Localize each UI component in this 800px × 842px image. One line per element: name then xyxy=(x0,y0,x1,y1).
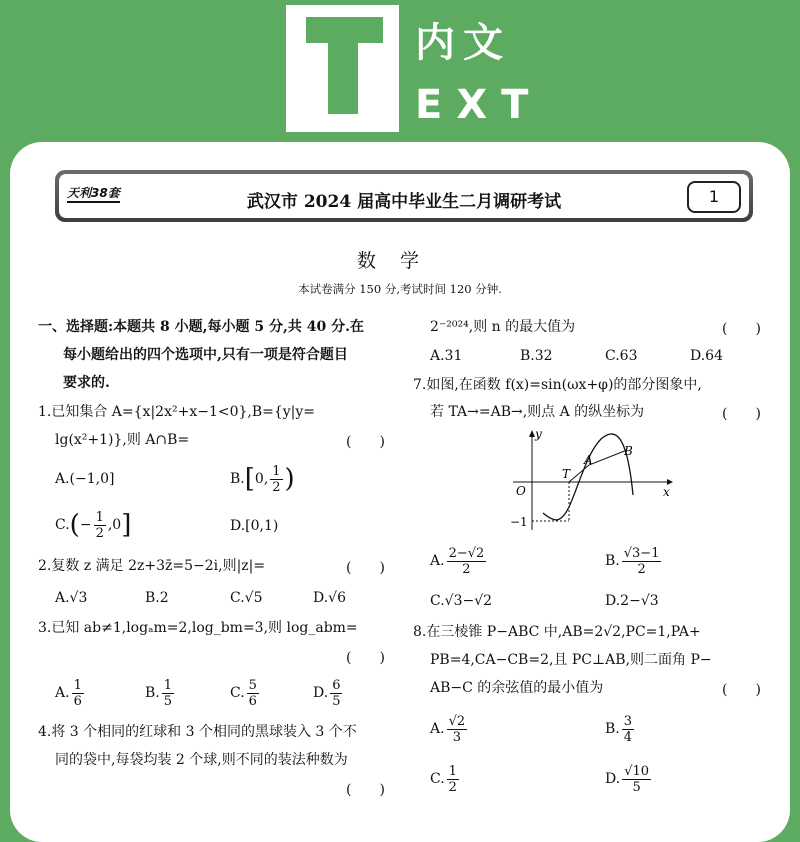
q7-stem-line2: 若 TA→=AB→,则点 A 的纵坐标为 xyxy=(430,404,645,420)
q3-option-a: A. $\frac{1}{6}$ xyxy=(55,677,82,709)
q8-stem-line1: 8.在三棱锥 P−ABC 中,AB=2√2,PC=1,PA+ xyxy=(413,624,701,640)
q7-option-d: D.2−√3 xyxy=(605,593,659,609)
q1-answer-blank: ( ) xyxy=(346,434,385,450)
section-heading-line2: 每小题给出的四个选项中,只有一项是符合题目 xyxy=(63,347,348,363)
section-heading-line3: 要求的. xyxy=(63,375,110,391)
q8-answer-blank: ( ) xyxy=(722,682,761,698)
section-heading-line1: 一、选择题:本题共 8 小题,每小题 5 分,共 40 分.在 xyxy=(38,319,364,335)
q6-option-b: B.32 xyxy=(520,348,553,364)
header-subtitle: EXT xyxy=(415,82,543,128)
q7-option-b: B. $\frac{√3-1}{2}$ xyxy=(605,545,660,577)
q2-option-c: C.√5 xyxy=(230,590,263,606)
header-logo-block xyxy=(286,5,399,132)
q4-stem-line2: 同的袋中,每袋均装 2 个球,则不同的装法种数为 xyxy=(55,752,348,768)
q7-stem-line1: 7.如图,在函数 f(x)=sin(ωx+φ)的部分图象中, xyxy=(413,377,702,393)
q8-option-a: A. $\frac{√2}{3}$ xyxy=(430,713,466,745)
q2-option-a: A.√3 xyxy=(55,590,88,606)
graph-label-b: B xyxy=(624,444,633,458)
q8-stem-line3: AB−C 的余弦值的最小值为 xyxy=(430,680,604,696)
q1-option-d: D.[0,1) xyxy=(230,518,279,534)
graph-label-t: T xyxy=(562,467,571,481)
graph-label-minus-one: −1 xyxy=(510,515,528,529)
q6-option-d: D.64 xyxy=(690,348,723,364)
publisher-logo: 天利38套 xyxy=(67,184,120,203)
q3-option-d: D. $\frac{6}{5}$ xyxy=(313,677,341,709)
q2-answer-blank: ( ) xyxy=(346,560,385,576)
q2-option-d: D.√6 xyxy=(313,590,347,606)
q2-stem: 2.复数 z 满足 2z+3z̄=5−2i,则|z|= xyxy=(38,558,266,574)
q6-option-c: C.63 xyxy=(605,348,638,364)
q8-option-d: D. $\frac{√10}{5}$ xyxy=(605,763,650,795)
q8-option-b: B. $\frac{3}{4}$ xyxy=(605,713,633,745)
exam-banner xyxy=(55,170,753,222)
q8-option-c: C. $\frac{1}{2}$ xyxy=(430,763,457,795)
exam-info: 本试卷满分 150 分,考试时间 120 分钟. xyxy=(298,282,502,296)
page-number: 1 xyxy=(687,181,741,213)
q6-stem-tail: 2⁻²⁰²⁴,则 n 的最大值为 xyxy=(430,319,576,335)
q7-sine-graph xyxy=(505,425,680,535)
q3-option-b: B. $\frac{1}{5}$ xyxy=(145,677,173,709)
q2-option-b: B.2 xyxy=(145,590,169,606)
q1-stem-line1: 1.已知集合 A={x|2x²+x−1<0},B={y|y= xyxy=(38,404,316,420)
q1-option-b: B.[0, $\frac{1}{2}$ ) xyxy=(230,463,295,495)
q1-stem-line2: lg(x²+1)},则 A∩B= xyxy=(55,432,190,448)
letter-t-stem xyxy=(328,43,358,114)
graph-label-origin: O xyxy=(516,484,526,498)
sine-curve xyxy=(543,434,633,520)
q7-answer-blank: ( ) xyxy=(722,406,761,422)
q4-stem-line1: 4.将 3 个相同的红球和 3 个相同的黑球装入 3 个不 xyxy=(38,724,357,740)
q8-stem-line2: PB=4,CA−CB=2,且 PC⊥AB,则二面角 P− xyxy=(430,652,712,668)
graph-label-x: x xyxy=(663,485,670,499)
subject-title: 数学 xyxy=(356,250,443,272)
q3-option-c: C. $\frac{5}{6}$ xyxy=(230,677,257,709)
q7-option-c: C.√3−√2 xyxy=(430,593,493,609)
q7-option-a: A. $\frac{2-√2}{2}$ xyxy=(430,545,485,577)
exam-title: 武汉市 2024 届高中毕业生二月调研考试 xyxy=(246,192,562,212)
q4-answer-blank: ( ) xyxy=(346,782,385,798)
q6-answer-blank: ( ) xyxy=(722,321,761,337)
q3-stem: 3.已知 ab≠1,logₐm=2,log_bm=3,则 log_abm= xyxy=(38,620,358,636)
q1-option-c: C.(− $\frac{1}{2}$ ,0] xyxy=(55,509,132,541)
q1-option-a: A.(−1,0] xyxy=(55,471,115,487)
q3-answer-blank: ( ) xyxy=(346,650,385,666)
graph-label-y: y xyxy=(535,427,542,441)
q6-option-a: A.31 xyxy=(430,348,463,364)
header-title: 内文 xyxy=(415,20,511,66)
letter-t-top xyxy=(306,17,383,43)
graph-label-a: A xyxy=(584,453,593,467)
segment-tab xyxy=(569,450,627,482)
